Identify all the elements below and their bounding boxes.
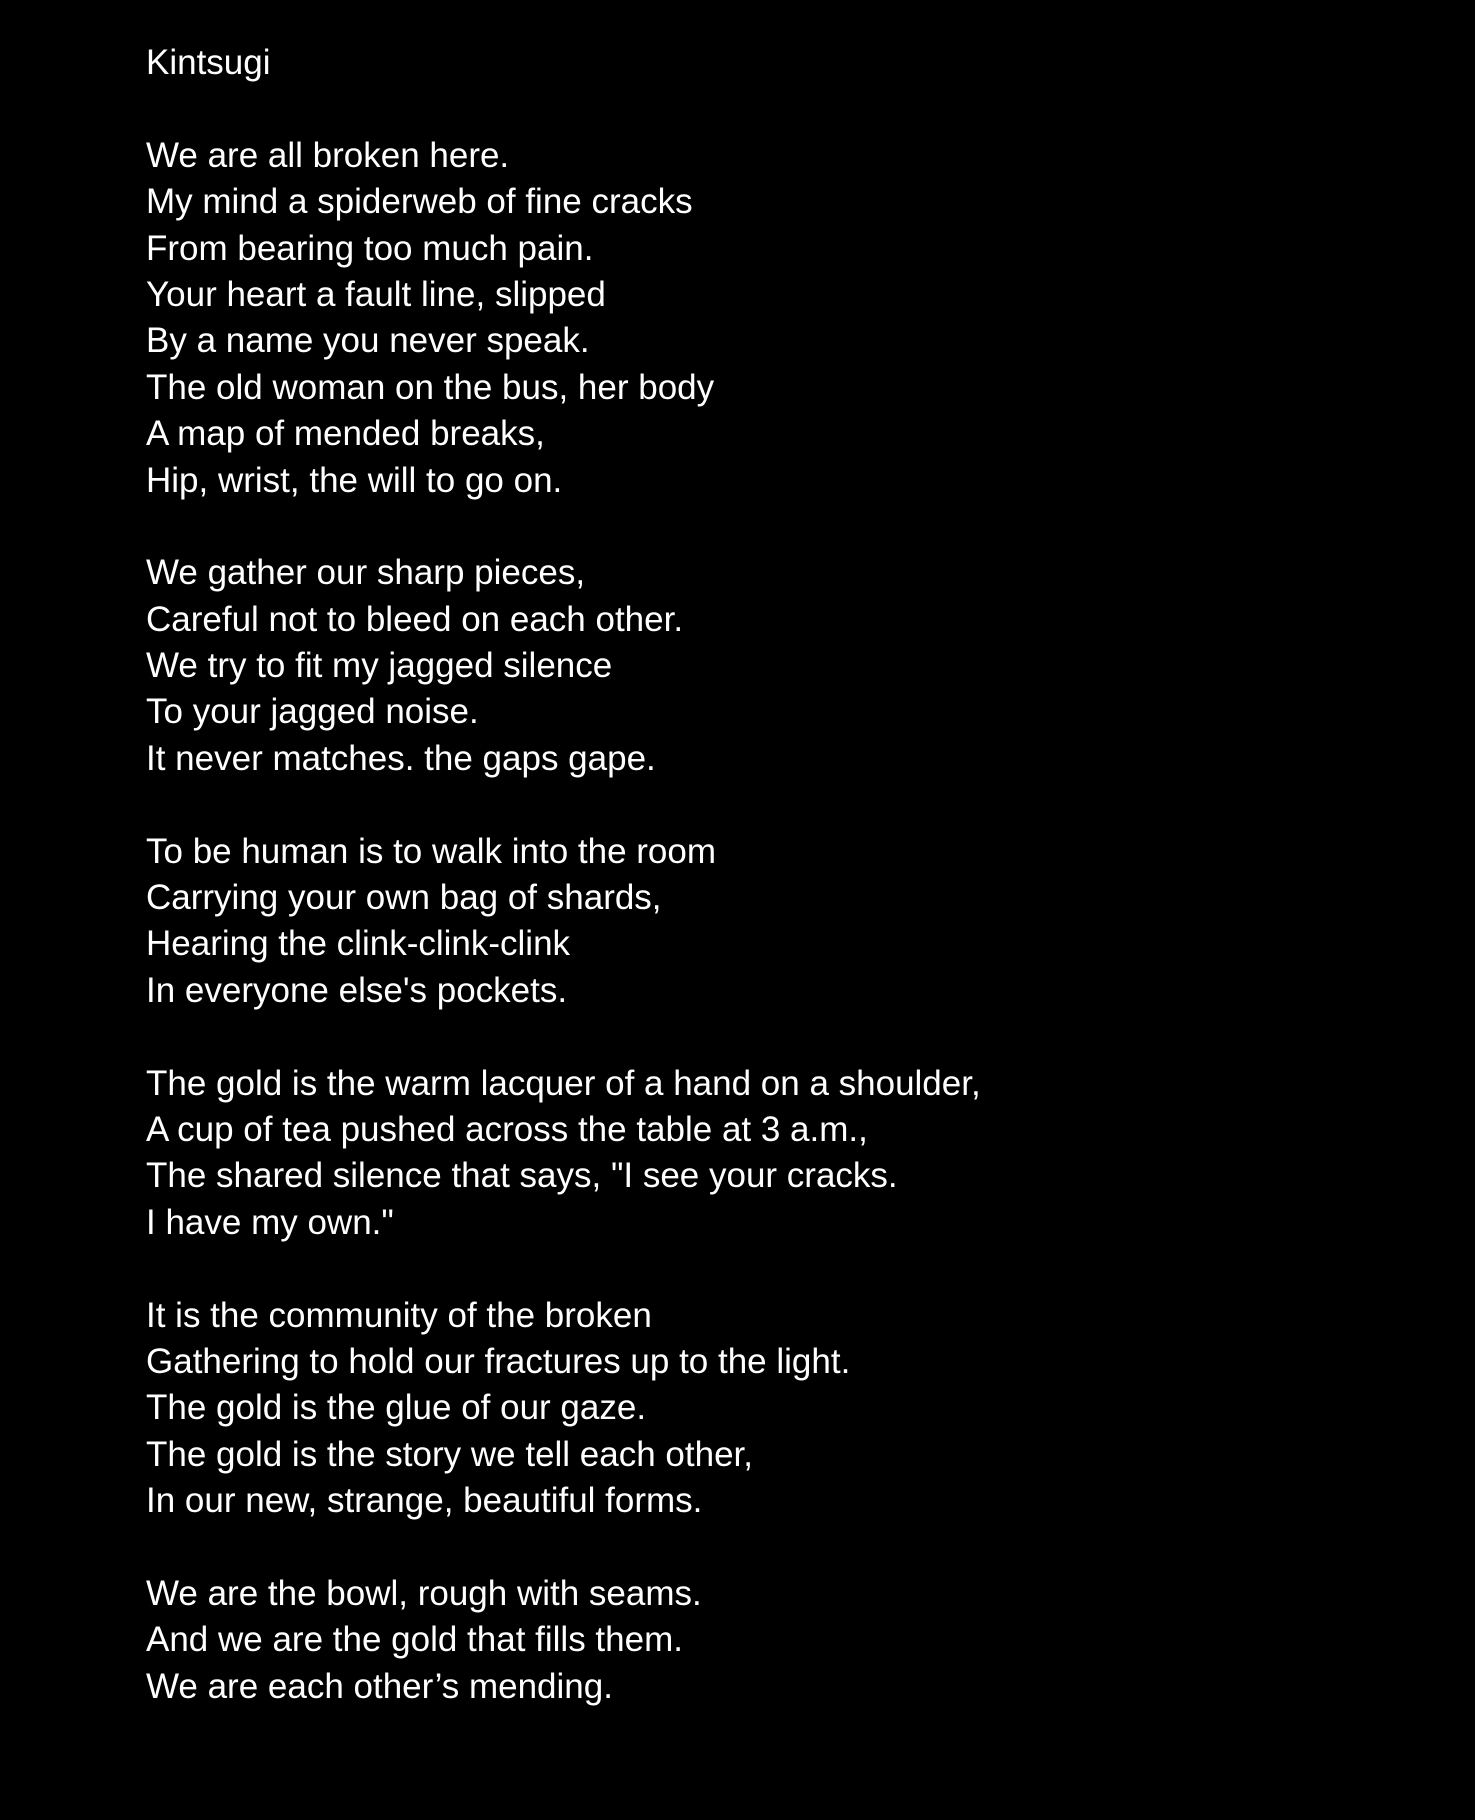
stanza-3 xyxy=(146,829,1406,1015)
poem-line: To be human is to walk into the room xyxy=(146,831,717,871)
poem-line: My mind a spiderweb of fine cracks xyxy=(146,182,693,222)
poem-line: The gold is the story we tell each other, xyxy=(146,1434,753,1474)
stanza-6 xyxy=(146,1571,1406,1710)
stanza-2 xyxy=(146,550,1406,782)
poem-line: In our new, strange, beautiful forms. xyxy=(146,1481,703,1521)
poem-line: We are each other’s mending. xyxy=(146,1666,613,1706)
stanza-5 xyxy=(146,1293,1406,1525)
poem-line: Gathering to hold our fractures up to the light. xyxy=(146,1341,851,1381)
poem-line: We are all broken here. xyxy=(146,135,510,175)
poem-line: The gold is the glue of our gaze. xyxy=(146,1388,647,1428)
poem-line: Careful not to bleed on each other. xyxy=(146,599,684,639)
poem-line: The old woman on the bus, her body xyxy=(146,367,715,407)
poem-line: Hip, wrist, the will to go on. xyxy=(146,460,563,500)
poem-line: It is the community of the broken xyxy=(146,1295,652,1335)
poem-line: Hearing the clink-clink-clink xyxy=(146,924,571,964)
poem-line: The gold is the warm lacquer of a hand on a shoulder, xyxy=(146,1063,981,1103)
stanza-4 xyxy=(146,1061,1406,1247)
poem-line: We try to fit my jagged silence xyxy=(146,646,613,686)
poem-line: In everyone else's pockets. xyxy=(146,970,568,1010)
poem-line: From bearing too much pain. xyxy=(146,228,594,268)
stanza-1 xyxy=(146,133,1406,504)
poem-line: It never matches. the gaps gape. xyxy=(146,738,656,778)
poem-line: By a name you never speak. xyxy=(146,321,590,361)
poem-line: I have my own." xyxy=(146,1202,394,1242)
poem-line: To your jagged noise. xyxy=(146,692,479,732)
poem-line: We are the bowl, rough with seams. xyxy=(146,1573,702,1613)
poem-title: Kintsugi xyxy=(146,43,271,82)
poem-line: We gather our sharp pieces, xyxy=(146,553,586,593)
poem-line: Carrying your own bag of shards, xyxy=(146,878,662,918)
poem-line: The shared silence that says, "I see your cracks. xyxy=(146,1156,898,1196)
poem-line: A cup of tea pushed across the table at 3 a.m., xyxy=(146,1109,868,1149)
poem-line: A map of mended breaks, xyxy=(146,414,545,454)
poem-line: Your heart a fault line, slipped xyxy=(146,274,606,314)
poem-line: And we are the gold that fills them. xyxy=(146,1620,683,1660)
poem-page xyxy=(146,40,1406,1710)
